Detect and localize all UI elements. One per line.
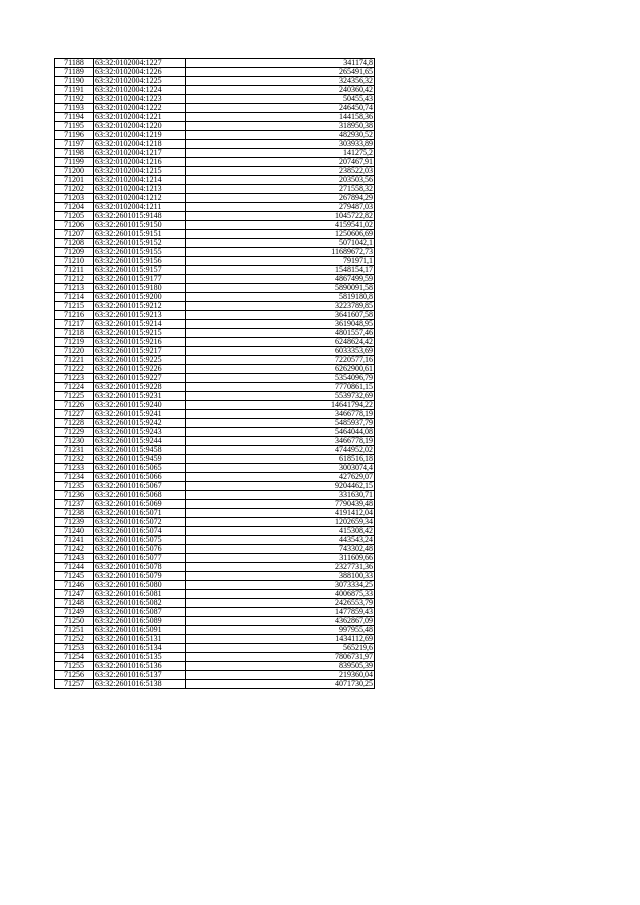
table-row: [55, 212, 375, 221]
value-cell: 246450,74: [186, 104, 375, 113]
row-number-cell: 71191: [55, 86, 94, 95]
table-row: [55, 59, 375, 68]
row-number-cell: 71222: [55, 365, 94, 374]
cadastral-number-cell: 63:32:0102004:1213: [94, 185, 186, 194]
value-cell: 4744952,02: [186, 446, 375, 455]
cadastral-number-cell: 63:32:2601015:9155: [94, 248, 186, 257]
cadastral-number-cell: 63:32:0102004:1222: [94, 104, 186, 113]
table-row: [55, 176, 375, 185]
table-row: [55, 122, 375, 131]
cadastral-number-cell: 63:32:2601016:5071: [94, 509, 186, 518]
table-row: [55, 437, 375, 446]
row-number-cell: 71196: [55, 131, 94, 140]
cadastral-number-cell: 63:32:2601015:9243: [94, 428, 186, 437]
value-cell: 203503,56: [186, 176, 375, 185]
value-cell: 2327731,36: [186, 563, 375, 572]
cadastral-number-cell: 63:32:0102004:1225: [94, 77, 186, 86]
table-row: [55, 86, 375, 95]
row-number-cell: 71240: [55, 527, 94, 536]
table-row: [55, 644, 375, 653]
cadastral-number-cell: 63:32:2601015:9225: [94, 356, 186, 365]
table-row: [55, 275, 375, 284]
cadastral-number-cell: 63:32:0102004:1227: [94, 59, 186, 68]
value-cell: 5354096,79: [186, 374, 375, 383]
row-number-cell: 71230: [55, 437, 94, 446]
table-row: [55, 257, 375, 266]
cadastral-number-cell: 63:32:2601016:5072: [94, 518, 186, 527]
value-cell: 5539732,69: [186, 392, 375, 401]
value-cell: 3223789,85: [186, 302, 375, 311]
cadastral-number-cell: 63:32:2601015:9241: [94, 410, 186, 419]
cadastral-number-cell: 63:32:0102004:1224: [94, 86, 186, 95]
value-cell: 618516,18: [186, 455, 375, 464]
value-cell: 50455,43: [186, 95, 375, 104]
table-row: [55, 473, 375, 482]
table-row: [55, 266, 375, 275]
table-row: [55, 509, 375, 518]
row-number-cell: 71250: [55, 617, 94, 626]
table-row: [55, 500, 375, 509]
table-row: [55, 527, 375, 536]
table-row: [55, 455, 375, 464]
value-cell: 4159541,02: [186, 221, 375, 230]
row-number-cell: 71206: [55, 221, 94, 230]
row-number-cell: 71207: [55, 230, 94, 239]
cadastral-number-cell: 63:32:0102004:1211: [94, 203, 186, 212]
value-cell: 7790439,48: [186, 500, 375, 509]
cadastral-number-cell: 63:32:2601015:9200: [94, 293, 186, 302]
row-number-cell: 71202: [55, 185, 94, 194]
row-number-cell: 71203: [55, 194, 94, 203]
row-number-cell: 71228: [55, 419, 94, 428]
cadastral-number-cell: 63:32:2601015:9458: [94, 446, 186, 455]
value-cell: 7806731,97: [186, 653, 375, 662]
cadastral-number-cell: 63:32:2601015:9214: [94, 320, 186, 329]
cadastral-number-cell: 63:32:0102004:1221: [94, 113, 186, 122]
cadastral-number-cell: 63:32:2601016:5075: [94, 536, 186, 545]
cadastral-number-cell: 63:32:2601015:9227: [94, 374, 186, 383]
cadastral-number-cell: 63:32:2601015:9226: [94, 365, 186, 374]
value-cell: 4191412,04: [186, 509, 375, 518]
row-number-cell: 71241: [55, 536, 94, 545]
row-number-cell: 71224: [55, 383, 94, 392]
cadastral-number-cell: 63:32:2601016:5089: [94, 617, 186, 626]
row-number-cell: 71217: [55, 320, 94, 329]
table-row: [55, 320, 375, 329]
row-number-cell: 71193: [55, 104, 94, 113]
row-number-cell: 71204: [55, 203, 94, 212]
row-number-cell: 71225: [55, 392, 94, 401]
value-cell: 4867499,59: [186, 275, 375, 284]
row-number-cell: 71242: [55, 545, 94, 554]
table-row: [55, 302, 375, 311]
value-cell: 4362867,09: [186, 617, 375, 626]
value-cell: 3466778,19: [186, 410, 375, 419]
cadastral-number-cell: 63:32:2601016:5069: [94, 500, 186, 509]
value-cell: 6262900,61: [186, 365, 375, 374]
cadastral-number-cell: 63:32:2601016:5136: [94, 662, 186, 671]
row-number-cell: 71216: [55, 311, 94, 320]
value-cell: 6248624,42: [186, 338, 375, 347]
value-cell: 1250606,69: [186, 230, 375, 239]
cadastral-number-cell: 63:32:2601015:9231: [94, 392, 186, 401]
value-cell: 311609,66: [186, 554, 375, 563]
value-cell: 324356,32: [186, 77, 375, 86]
row-number-cell: 71239: [55, 518, 94, 527]
row-number-cell: 71190: [55, 77, 94, 86]
value-cell: 1202659,34: [186, 518, 375, 527]
row-number-cell: 71208: [55, 239, 94, 248]
value-cell: 4801557,46: [186, 329, 375, 338]
row-number-cell: 71252: [55, 635, 94, 644]
table-row: [55, 464, 375, 473]
table-row: [55, 203, 375, 212]
cadastral-number-cell: 63:32:2601016:5131: [94, 635, 186, 644]
row-number-cell: 71229: [55, 428, 94, 437]
value-cell: 331630,71: [186, 491, 375, 500]
table-row: [55, 662, 375, 671]
value-cell: 5890091,58: [186, 284, 375, 293]
cadastral-number-cell: 63:32:2601015:9244: [94, 437, 186, 446]
cadastral-number-cell: 63:32:0102004:1218: [94, 140, 186, 149]
cadastral-number-cell: 63:32:2601015:9152: [94, 239, 186, 248]
table-row: [55, 545, 375, 554]
cadastral-number-cell: 63:32:2601015:9215: [94, 329, 186, 338]
row-number-cell: 71213: [55, 284, 94, 293]
row-number-cell: 71231: [55, 446, 94, 455]
cadastral-number-cell: 63:32:2601015:9216: [94, 338, 186, 347]
value-cell: 482930,52: [186, 131, 375, 140]
row-number-cell: 71215: [55, 302, 94, 311]
value-cell: 565219,6: [186, 644, 375, 653]
row-number-cell: 71257: [55, 680, 94, 689]
value-cell: 6033353,69: [186, 347, 375, 356]
value-cell: 4071730,25: [186, 680, 375, 689]
row-number-cell: 71220: [55, 347, 94, 356]
value-cell: 318950,38: [186, 122, 375, 131]
value-cell: 7770861,15: [186, 383, 375, 392]
cadastral-number-cell: 63:32:2601015:9228: [94, 383, 186, 392]
value-cell: 427629,07: [186, 473, 375, 482]
table-row: [55, 536, 375, 545]
table-row: [55, 149, 375, 158]
value-cell: 3619048,95: [186, 320, 375, 329]
table-row: [55, 590, 375, 599]
row-number-cell: 71249: [55, 608, 94, 617]
value-cell: 1045722,82: [186, 212, 375, 221]
row-number-cell: 71212: [55, 275, 94, 284]
cadastral-number-cell: 63:32:0102004:1212: [94, 194, 186, 203]
cadastral-number-cell: 63:32:2601016:5078: [94, 563, 186, 572]
table-row: [55, 428, 375, 437]
cadastral-number-cell: 63:32:2601015:9151: [94, 230, 186, 239]
cadastral-number-cell: 63:32:2601016:5065: [94, 464, 186, 473]
cadastral-number-cell: 63:32:2601015:9217: [94, 347, 186, 356]
table-row: [55, 329, 375, 338]
row-number-cell: 71205: [55, 212, 94, 221]
table-row: [55, 401, 375, 410]
value-cell: 3466778,19: [186, 437, 375, 446]
row-number-cell: 71235: [55, 482, 94, 491]
table-row: [55, 392, 375, 401]
table-row: [55, 95, 375, 104]
cadastral-number-cell: 63:32:2601015:9177: [94, 275, 186, 284]
table-row: [55, 572, 375, 581]
value-cell: 791971,1: [186, 257, 375, 266]
cadastral-number-cell: 63:32:2601016:5138: [94, 680, 186, 689]
cadastral-number-cell: 63:32:2601015:9156: [94, 257, 186, 266]
row-number-cell: 71253: [55, 644, 94, 653]
value-cell: 5485937,79: [186, 419, 375, 428]
cadastral-number-cell: 63:32:2601016:5087: [94, 608, 186, 617]
row-number-cell: 71201: [55, 176, 94, 185]
table-row: [55, 671, 375, 680]
table-row: [55, 635, 375, 644]
table-row: [55, 113, 375, 122]
row-number-cell: 71246: [55, 581, 94, 590]
table-row: [55, 77, 375, 86]
cadastral-number-cell: 63:32:2601015:9459: [94, 455, 186, 464]
cadastral-number-cell: 63:32:2601016:5079: [94, 572, 186, 581]
data-table: [54, 58, 375, 689]
value-cell: 11689672,73: [186, 248, 375, 257]
table-row: [55, 185, 375, 194]
table-row: [55, 617, 375, 626]
row-number-cell: 71226: [55, 401, 94, 410]
value-cell: 219360,04: [186, 671, 375, 680]
value-cell: 207467,91: [186, 158, 375, 167]
cadastral-number-cell: 63:32:0102004:1215: [94, 167, 186, 176]
value-cell: 1548154,17: [186, 266, 375, 275]
table-row: [55, 680, 375, 689]
value-cell: 3073334,25: [186, 581, 375, 590]
cadastral-number-cell: 63:32:2601016:5091: [94, 626, 186, 635]
row-number-cell: 71237: [55, 500, 94, 509]
table-row: [55, 599, 375, 608]
table-row: [55, 158, 375, 167]
cadastral-number-cell: 63:32:2601016:5077: [94, 554, 186, 563]
cadastral-number-cell: 63:32:2601015:9180: [94, 284, 186, 293]
value-cell: 303933,89: [186, 140, 375, 149]
table-row: [55, 581, 375, 590]
row-number-cell: 71218: [55, 329, 94, 338]
value-cell: 839505,39: [186, 662, 375, 671]
row-number-cell: 71223: [55, 374, 94, 383]
value-cell: 7220577,16: [186, 356, 375, 365]
row-number-cell: 71238: [55, 509, 94, 518]
row-number-cell: 71189: [55, 68, 94, 77]
row-number-cell: 71233: [55, 464, 94, 473]
row-number-cell: 71198: [55, 149, 94, 158]
row-number-cell: 71188: [55, 59, 94, 68]
cadastral-number-cell: 63:32:2601016:5081: [94, 590, 186, 599]
cadastral-number-cell: 63:32:0102004:1219: [94, 131, 186, 140]
cadastral-number-cell: 63:32:2601015:9212: [94, 302, 186, 311]
table-row: [55, 293, 375, 302]
value-cell: 443543,24: [186, 536, 375, 545]
value-cell: 9204462,15: [186, 482, 375, 491]
cadastral-number-cell: 63:32:2601015:9150: [94, 221, 186, 230]
cadastral-number-cell: 63:32:0102004:1216: [94, 158, 186, 167]
cadastral-number-cell: 63:32:2601015:9213: [94, 311, 186, 320]
row-number-cell: 71221: [55, 356, 94, 365]
value-cell: 341174,8: [186, 59, 375, 68]
table-row: [55, 284, 375, 293]
value-cell: 5819180,8: [186, 293, 375, 302]
table-row: [55, 248, 375, 257]
row-number-cell: 71227: [55, 410, 94, 419]
table-row: [55, 221, 375, 230]
value-cell: 265491,65: [186, 68, 375, 77]
table-row: [55, 347, 375, 356]
value-cell: 3641607,58: [186, 311, 375, 320]
value-cell: 5071042,1: [186, 239, 375, 248]
table-row: [55, 131, 375, 140]
table-row: [55, 626, 375, 635]
table-row: [55, 383, 375, 392]
cadastral-number-cell: 63:32:2601016:5066: [94, 473, 186, 482]
row-number-cell: 71248: [55, 599, 94, 608]
row-number-cell: 71194: [55, 113, 94, 122]
table-row: [55, 239, 375, 248]
cadastral-number-cell: 63:32:2601015:9240: [94, 401, 186, 410]
cadastral-number-cell: 63:32:2601016:5137: [94, 671, 186, 680]
table-row: [55, 365, 375, 374]
value-cell: 415308,42: [186, 527, 375, 536]
table-row: [55, 491, 375, 500]
table-row: [55, 68, 375, 77]
cadastral-number-cell: 63:32:2601016:5074: [94, 527, 186, 536]
value-cell: 279487,03: [186, 203, 375, 212]
cadastral-number-cell: 63:32:2601016:5134: [94, 644, 186, 653]
value-cell: 267894,29: [186, 194, 375, 203]
cadastral-number-cell: 63:32:2601016:5080: [94, 581, 186, 590]
value-cell: 240360,42: [186, 86, 375, 95]
cadastral-number-cell: 63:32:0102004:1217: [94, 149, 186, 158]
table-row: [55, 140, 375, 149]
value-cell: 3003074,4: [186, 464, 375, 473]
table-row: [55, 419, 375, 428]
row-number-cell: 71243: [55, 554, 94, 563]
row-number-cell: 71192: [55, 95, 94, 104]
value-cell: 2426553,79: [186, 599, 375, 608]
row-number-cell: 71254: [55, 653, 94, 662]
value-cell: 1434112,69: [186, 635, 375, 644]
value-cell: 997955,48: [186, 626, 375, 635]
cadastral-number-cell: 63:32:2601015:9157: [94, 266, 186, 275]
value-cell: 5464044,08: [186, 428, 375, 437]
cadastral-number-cell: 63:32:0102004:1223: [94, 95, 186, 104]
value-cell: 14641794,22: [186, 401, 375, 410]
value-cell: 141275,2: [186, 149, 375, 158]
value-cell: 271558,32: [186, 185, 375, 194]
cadastral-number-cell: 63:32:2601015:9148: [94, 212, 186, 221]
cadastral-number-cell: 63:32:0102004:1226: [94, 68, 186, 77]
cadastral-number-cell: 63:32:0102004:1220: [94, 122, 186, 131]
value-cell: 743302,48: [186, 545, 375, 554]
table-row: [55, 410, 375, 419]
row-number-cell: 71245: [55, 572, 94, 581]
table-row: [55, 608, 375, 617]
row-number-cell: 71244: [55, 563, 94, 572]
cadastral-number-cell: 63:32:2601015:9242: [94, 419, 186, 428]
row-number-cell: 71210: [55, 257, 94, 266]
value-cell: 238522,03: [186, 167, 375, 176]
table-row: [55, 104, 375, 113]
cadastral-number-cell: 63:32:2601016:5076: [94, 545, 186, 554]
table-row: [55, 338, 375, 347]
row-number-cell: 71232: [55, 455, 94, 464]
row-number-cell: 71209: [55, 248, 94, 257]
row-number-cell: 71234: [55, 473, 94, 482]
cadastral-number-cell: 63:32:2601016:5068: [94, 491, 186, 500]
row-number-cell: 71199: [55, 158, 94, 167]
table-row: [55, 446, 375, 455]
table-row: [55, 563, 375, 572]
value-cell: 144158,36: [186, 113, 375, 122]
cadastral-number-cell: 63:32:2601016:5082: [94, 599, 186, 608]
row-number-cell: 71255: [55, 662, 94, 671]
table-body: [55, 59, 375, 689]
row-number-cell: 71214: [55, 293, 94, 302]
table-row: [55, 554, 375, 563]
row-number-cell: 71247: [55, 590, 94, 599]
cadastral-number-cell: 63:32:0102004:1214: [94, 176, 186, 185]
row-number-cell: 71251: [55, 626, 94, 635]
cadastral-number-cell: 63:32:2601016:5135: [94, 653, 186, 662]
row-number-cell: 71236: [55, 491, 94, 500]
value-cell: 4006875,33: [186, 590, 375, 599]
table-row: [55, 653, 375, 662]
row-number-cell: 71197: [55, 140, 94, 149]
table-row: [55, 194, 375, 203]
table-row: [55, 356, 375, 365]
row-number-cell: 71219: [55, 338, 94, 347]
table-row: [55, 167, 375, 176]
row-number-cell: 71200: [55, 167, 94, 176]
row-number-cell: 71256: [55, 671, 94, 680]
cadastral-number-cell: 63:32:2601016:5067: [94, 482, 186, 491]
table-row: [55, 374, 375, 383]
row-number-cell: 71195: [55, 122, 94, 131]
table-row: [55, 230, 375, 239]
row-number-cell: 71211: [55, 266, 94, 275]
value-cell: 1477859,43: [186, 608, 375, 617]
table-row: [55, 518, 375, 527]
table-row: [55, 311, 375, 320]
value-cell: 388100,33: [186, 572, 375, 581]
table-row: [55, 482, 375, 491]
